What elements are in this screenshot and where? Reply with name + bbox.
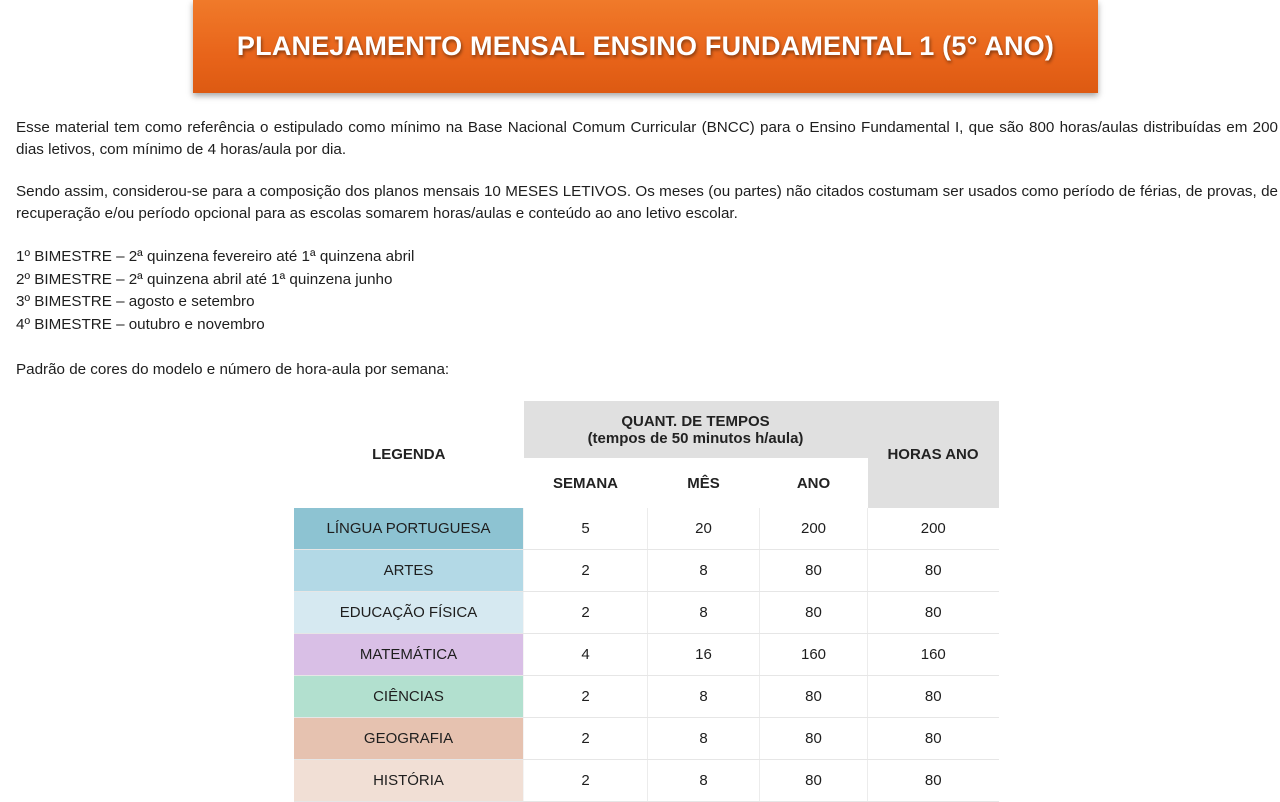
page-title: PLANEJAMENTO MENSAL ENSINO FUNDAMENTAL 1 (5° ANO)	[236, 31, 1055, 61]
table-row	[294, 634, 999, 676]
table-row	[294, 718, 999, 760]
table-row	[294, 592, 999, 634]
mes-cell: 20	[648, 508, 760, 550]
bimestre-list	[16, 246, 414, 336]
bimestre-item: 3º BIMESTRE – agosto e setembro	[16, 293, 255, 310]
quant-header-line2: (tempos de 50 minutos h/aula)	[587, 429, 804, 447]
ano-cell: 80	[760, 760, 868, 802]
mes-cell: 8	[648, 550, 760, 592]
bimestre-item: 4º BIMESTRE – outubro e novembro	[16, 315, 265, 333]
horas-cell: 80	[868, 718, 999, 760]
quant-header-line1: QUANT. DE TEMPOS	[621, 412, 770, 430]
intro-paragraph: Esse material tem como referência o estipulado como mínimo na Base Nacional Comum Curricular (BNCC) para o Ensino Fundamental I, que são 800 horas/aulas distribuídas em 200 dias letivos, com mínimo de 4 horas/aula por dia.	[16, 119, 1278, 158]
subject-cell: LÍNGUA PORTUGUESA	[294, 508, 524, 550]
subject-cell: MATEMÁTICA	[294, 634, 524, 676]
semana-cell: 4	[524, 634, 648, 676]
semana-cell: 2	[524, 676, 648, 718]
months-paragraph: Sendo assim, considerou-se para a composição dos planos mensais 10 MESES LETIVOS. Os meses (ou partes) não citados costumam ser usados como período de férias, de provas, de recuperação e/ou período opcional para as escolas somarem horas/aulas e conteúdo ao ano letivo escolar.	[16, 183, 1278, 222]
ano-header: ANO	[760, 458, 868, 508]
ano-cell: 80	[760, 592, 868, 634]
bimestre-item: 2º BIMESTRE – 2ª quinzena abril até 1ª quinzena junho	[16, 270, 393, 288]
subject-cell: EDUCAÇÃO FÍSICA	[294, 592, 524, 634]
legend-table	[294, 401, 999, 802]
ano-cell: 200	[760, 508, 868, 550]
table-row	[294, 760, 999, 802]
semana-cell: 5	[524, 508, 648, 550]
legend-intro: Padrão de cores do modelo e número de hora-aula por semana:	[16, 361, 450, 378]
horas-cell: 80	[868, 550, 999, 592]
horas-cell: 80	[868, 592, 999, 634]
subject-cell: CIÊNCIAS	[294, 676, 524, 718]
mes-cell: 8	[648, 676, 760, 718]
legenda-header: LEGENDA	[294, 401, 524, 508]
subject-cell: HISTÓRIA	[294, 760, 524, 802]
mes-cell: 8	[648, 718, 760, 760]
bimestre-item: 1º BIMESTRE – 2ª quinzena fevereiro até 1ª quinzena abril	[16, 248, 415, 265]
horas-cell: 80	[868, 760, 999, 802]
subject-cell: ARTES	[294, 550, 524, 592]
mes-cell: 8	[648, 592, 760, 634]
horas-ano-header: HORAS ANO	[868, 401, 999, 508]
horas-cell: 200	[868, 508, 999, 550]
horas-cell: 160	[868, 634, 999, 676]
semana-cell: 2	[524, 718, 648, 760]
ano-cell: 80	[760, 550, 868, 592]
title-banner	[193, 0, 1098, 93]
table-row	[294, 508, 999, 550]
semana-cell: 2	[524, 550, 648, 592]
semana-cell: 2	[524, 760, 648, 802]
mes-cell: 8	[648, 760, 760, 802]
semana-cell: 2	[524, 592, 648, 634]
subject-cell: GEOGRAFIA	[294, 718, 524, 760]
ano-cell: 160	[760, 634, 868, 676]
quant-header	[524, 401, 868, 458]
semana-header: SEMANA	[524, 458, 648, 508]
table-row	[294, 550, 999, 592]
mes-header: MÊS	[648, 458, 760, 508]
table-row	[294, 676, 999, 718]
horas-cell: 80	[868, 676, 999, 718]
mes-cell: 16	[648, 634, 760, 676]
ano-cell: 80	[760, 718, 868, 760]
ano-cell: 80	[760, 676, 868, 718]
